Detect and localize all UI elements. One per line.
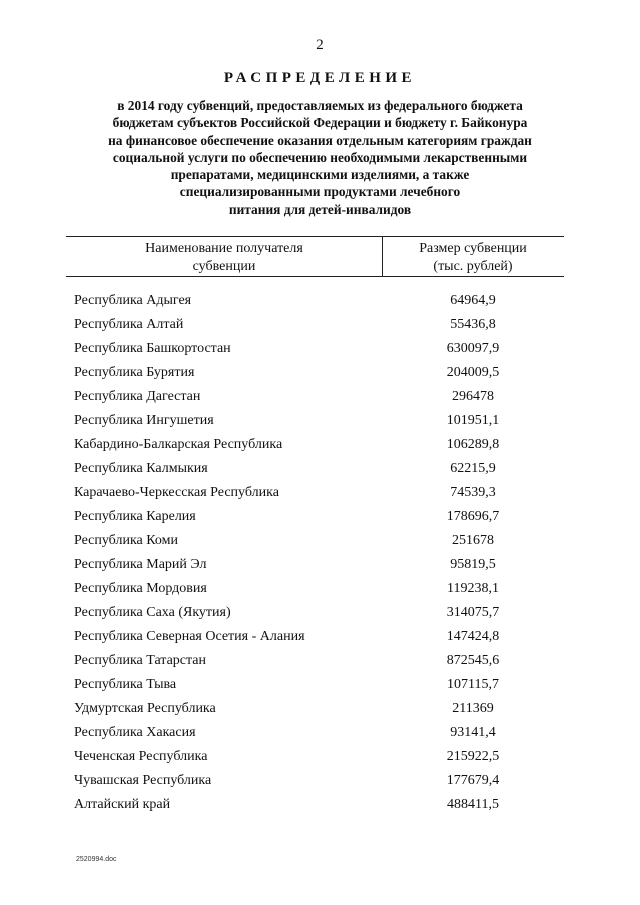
subvention-amount: 630097,9 xyxy=(446,341,500,356)
subtitle-line: бюджетам субъектов Российской Федерации и бюджету г. Байконура xyxy=(112,115,528,131)
page-number: 2 xyxy=(316,37,324,53)
subtitle-line: в 2014 году субвенций, предоставляемых из федерального бюджета xyxy=(117,98,523,113)
subvention-amount: 178696,7 xyxy=(446,509,500,524)
table-header-border xyxy=(66,276,564,277)
recipient-name: Алтайский край xyxy=(74,797,171,812)
table-row xyxy=(0,555,640,579)
recipient-name: Республика Карелия xyxy=(74,509,196,524)
recipient-name: Республика Тыва xyxy=(74,677,177,692)
recipient-name: Республика Коми xyxy=(74,533,178,548)
column-header-line: (тыс. рублей) xyxy=(433,259,513,274)
document-title: РАСПРЕДЕЛЕНИЕ xyxy=(223,70,417,86)
subvention-amount: 204009,5 xyxy=(446,365,500,380)
table-body xyxy=(0,291,640,819)
table-row xyxy=(0,627,640,651)
table-row xyxy=(0,387,640,411)
subvention-amount: 64964,9 xyxy=(450,293,496,308)
table-row xyxy=(0,411,640,435)
recipient-name: Республика Мордовия xyxy=(74,581,207,596)
subvention-amount: 95819,5 xyxy=(450,557,496,572)
recipient-name: Республика Алтай xyxy=(74,317,184,332)
recipient-name: Республика Татарстан xyxy=(74,653,207,668)
column-header-recipient xyxy=(66,240,382,276)
table-row xyxy=(0,675,640,699)
subvention-amount: 55436,8 xyxy=(450,317,496,332)
recipient-name: Республика Ингушетия xyxy=(74,413,214,428)
subvention-amount: 177679,4 xyxy=(446,773,500,788)
table-row xyxy=(0,723,640,747)
subvention-amount: 488411,5 xyxy=(447,797,499,812)
table-row xyxy=(0,483,640,507)
recipient-name: Республика Северная Осетия - Алания xyxy=(74,629,305,644)
column-header-amount xyxy=(382,240,564,276)
recipient-name: Карачаево-Черкесская Республика xyxy=(74,485,279,500)
table-row xyxy=(0,603,640,627)
column-header-line: субвенции xyxy=(192,259,256,274)
subvention-amount: 296478 xyxy=(452,389,494,404)
subvention-amount: 93141,4 xyxy=(450,725,496,740)
recipient-name: Республика Хакасия xyxy=(74,725,196,740)
column-header-line: Размер субвенции xyxy=(419,241,527,256)
table-top-border xyxy=(66,236,564,237)
recipient-name: Республика Адыгея xyxy=(74,293,192,308)
table-row xyxy=(0,699,640,723)
table-row xyxy=(0,747,640,771)
subtitle-line: на финансовое обеспечение оказания отдельным категориям граждан xyxy=(108,132,532,148)
table-row xyxy=(0,507,640,531)
subvention-amount: 215922,5 xyxy=(446,749,500,764)
table-row xyxy=(0,771,640,795)
recipient-name: Кабардино-Балкарская Республика xyxy=(74,437,283,452)
recipient-name: Чувашская Республика xyxy=(74,773,212,788)
document-subtitle xyxy=(60,97,580,218)
subtitle-line: социальной услуги по обеспечению необходимыми лекарственными xyxy=(112,149,528,165)
recipient-name: Республика Дагестан xyxy=(74,389,201,404)
subvention-amount: 62215,9 xyxy=(450,461,496,476)
subvention-amount: 106289,8 xyxy=(446,437,500,452)
subvention-amount: 101951,1 xyxy=(446,413,500,428)
document-file-reference: 2520994.doc xyxy=(76,856,117,863)
subtitle-line: специализированными продуктами лечебного xyxy=(179,184,461,200)
table-row xyxy=(0,579,640,603)
subtitle-line: препаратами, медицинскими изделиями, а также xyxy=(170,167,470,183)
recipient-name: Республика Калмыкия xyxy=(74,461,208,476)
recipient-name: Республика Башкортостан xyxy=(74,341,231,356)
subvention-amount: 314075,7 xyxy=(446,605,500,620)
recipient-name: Чеченская Республика xyxy=(74,749,208,764)
subtitle-line: питания для детей-инвалидов xyxy=(228,201,412,217)
table-row xyxy=(0,459,640,483)
recipient-name: Удмуртская Республика xyxy=(74,701,216,716)
subvention-amount: 211369 xyxy=(452,701,494,716)
subvention-amount: 107115,7 xyxy=(447,677,499,692)
subvention-amount: 251678 xyxy=(452,533,494,548)
table-row xyxy=(0,651,640,675)
subvention-amount: 147424,8 xyxy=(446,629,500,644)
table-row xyxy=(0,339,640,363)
column-header-line: Наименование получателя xyxy=(145,241,303,256)
table-row xyxy=(0,291,640,315)
table-row xyxy=(0,315,640,339)
subvention-amount: 119238,1 xyxy=(447,581,499,596)
recipient-name: Республика Саха (Якутия) xyxy=(74,605,231,620)
table-row xyxy=(0,363,640,387)
table-row xyxy=(0,795,640,819)
subvention-amount: 872545,6 xyxy=(446,653,500,668)
table-row xyxy=(0,531,640,555)
recipient-name: Республика Бурятия xyxy=(74,365,195,380)
recipient-name: Республика Марий Эл xyxy=(74,557,207,572)
subvention-amount: 74539,3 xyxy=(450,485,496,500)
table-row xyxy=(0,435,640,459)
